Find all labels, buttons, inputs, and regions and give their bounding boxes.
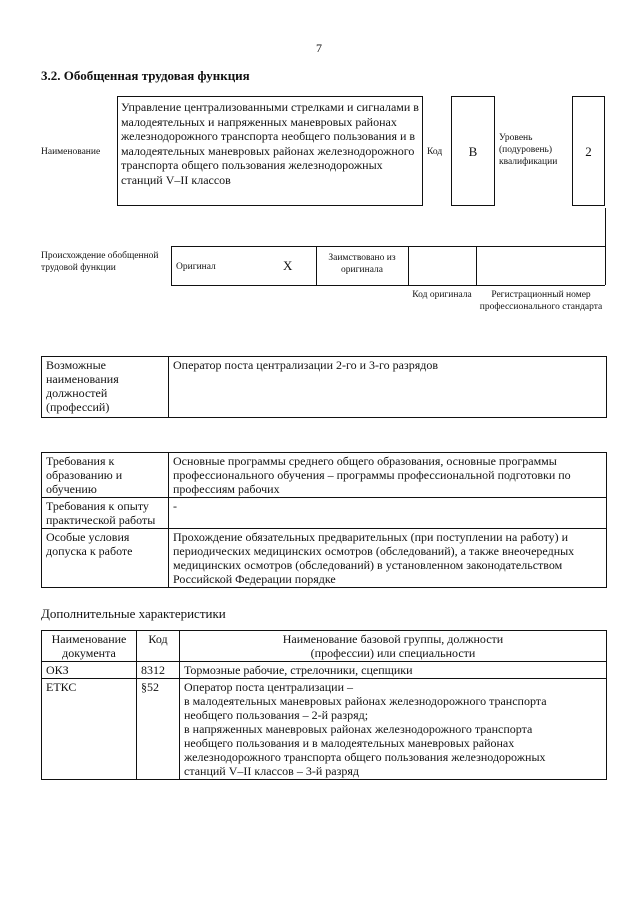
row-name-line: Оператор поста централизации –: [184, 680, 354, 694]
row-doc: ЕТКС: [42, 679, 137, 780]
origin-top-line: [171, 246, 605, 247]
row-code: 8312: [137, 662, 180, 679]
page-number: 7: [316, 41, 322, 55]
additional-title: Дополнительные характеристики: [41, 606, 226, 621]
code-box: [451, 96, 495, 206]
level-box: [572, 96, 605, 206]
row-doc: ОКЗ: [42, 662, 137, 679]
row-name: [180, 679, 607, 780]
function-name-box: [117, 96, 423, 206]
requirement-value: -: [169, 498, 607, 529]
origin-divider-5: [605, 208, 606, 285]
row-name-line: необщего пользования – 2-й разряд;: [184, 708, 369, 722]
table-row: [42, 662, 607, 679]
requirement-value: Основные программы среднего общего образования, основные программы профессионального обучения – программы профессиональной подготовки по профессиям рабочих: [169, 453, 607, 498]
table-header-row: [42, 631, 607, 662]
original-label: Оригинал: [176, 262, 216, 272]
row-code: §52: [137, 679, 180, 780]
header-doc: Наименование документа: [42, 631, 137, 662]
code-original-label: Код оригинала: [412, 290, 472, 300]
header-name-line2: (профессии) или специальности: [310, 646, 476, 660]
row-name: [180, 662, 607, 679]
table-row: [42, 679, 607, 780]
header-code: Код: [137, 631, 180, 662]
origin-bottom-line: [171, 285, 605, 286]
requirement-label: Требования к образованию и обучению: [42, 453, 169, 498]
borrowed-label: Заимствовано из оригинала: [328, 253, 396, 275]
function-name-value: Управление централизованными стрелками и сигналами в малодеятельных и напряженных маневровых районах железнодорожного транспорта необщего пользования и в малодеятельных маневровых районах железнодорожного транспорта общего пользования железнодорожных станций V–II классов: [121, 100, 419, 187]
origin-divider-1: [171, 246, 172, 285]
section-title: 3.2. Обобщенная трудовая функция: [41, 68, 250, 83]
table-row: [42, 357, 607, 418]
code-label: Код: [427, 147, 443, 157]
row-name-line: в малодеятельных маневровых районах железнодорожного транспорта: [184, 694, 547, 708]
possible-names-label: Возможные наименования должностей (профессий): [42, 357, 169, 418]
origin-divider-2: [316, 246, 317, 285]
row-name-line: необщего пользования и в малодеятельных маневровых районах: [184, 736, 515, 750]
requirement-label: Особые условия допуска к работе: [42, 529, 169, 588]
origin-divider-3: [408, 246, 409, 285]
original-mark: X: [283, 258, 293, 273]
row-name-line: в напряженных маневровых районах железнодорожного транспорта: [184, 722, 533, 736]
row-name-line: железнодорожного транспорта общего пользования железнодорожных: [184, 750, 546, 764]
additional-table: [41, 630, 607, 780]
possible-names-table: [41, 356, 607, 418]
reg-number-label: Регистрационный номер профессионального стандарта: [479, 290, 603, 312]
name-label: Наименование: [41, 147, 101, 157]
level-label: Уровень (подуровень) квалификации: [499, 133, 558, 167]
level-value: 2: [585, 144, 592, 159]
origin-divider-4: [476, 246, 477, 285]
requirement-label: Требования к опыту практической работы: [42, 498, 169, 529]
table-row: [42, 498, 607, 529]
row-name-line: станций V–II классов – 3-й разряд: [184, 764, 359, 778]
header-name-line1: Наименование базовой группы, должности: [282, 632, 504, 646]
requirement-value: Прохождение обязательных предварительных (при поступлении на работу) и периодических медицинских осмотров (обследований), а также внеочередных медицинских осмотров (обследований) в установленном законодательством Российской Федерации порядке: [169, 529, 607, 588]
code-value: B: [468, 144, 478, 159]
table-row: [42, 529, 607, 588]
header-name: [180, 631, 607, 662]
possible-names-value: Оператор поста централизации 2-го и 3-го разрядов: [169, 357, 607, 418]
origin-label: Происхождение обобщенной трудовой функции: [41, 251, 159, 273]
row-name-line: Тормозные рабочие, стрелочники, сцепщики: [184, 663, 413, 677]
requirements-table: [41, 452, 607, 588]
table-row: [42, 453, 607, 498]
